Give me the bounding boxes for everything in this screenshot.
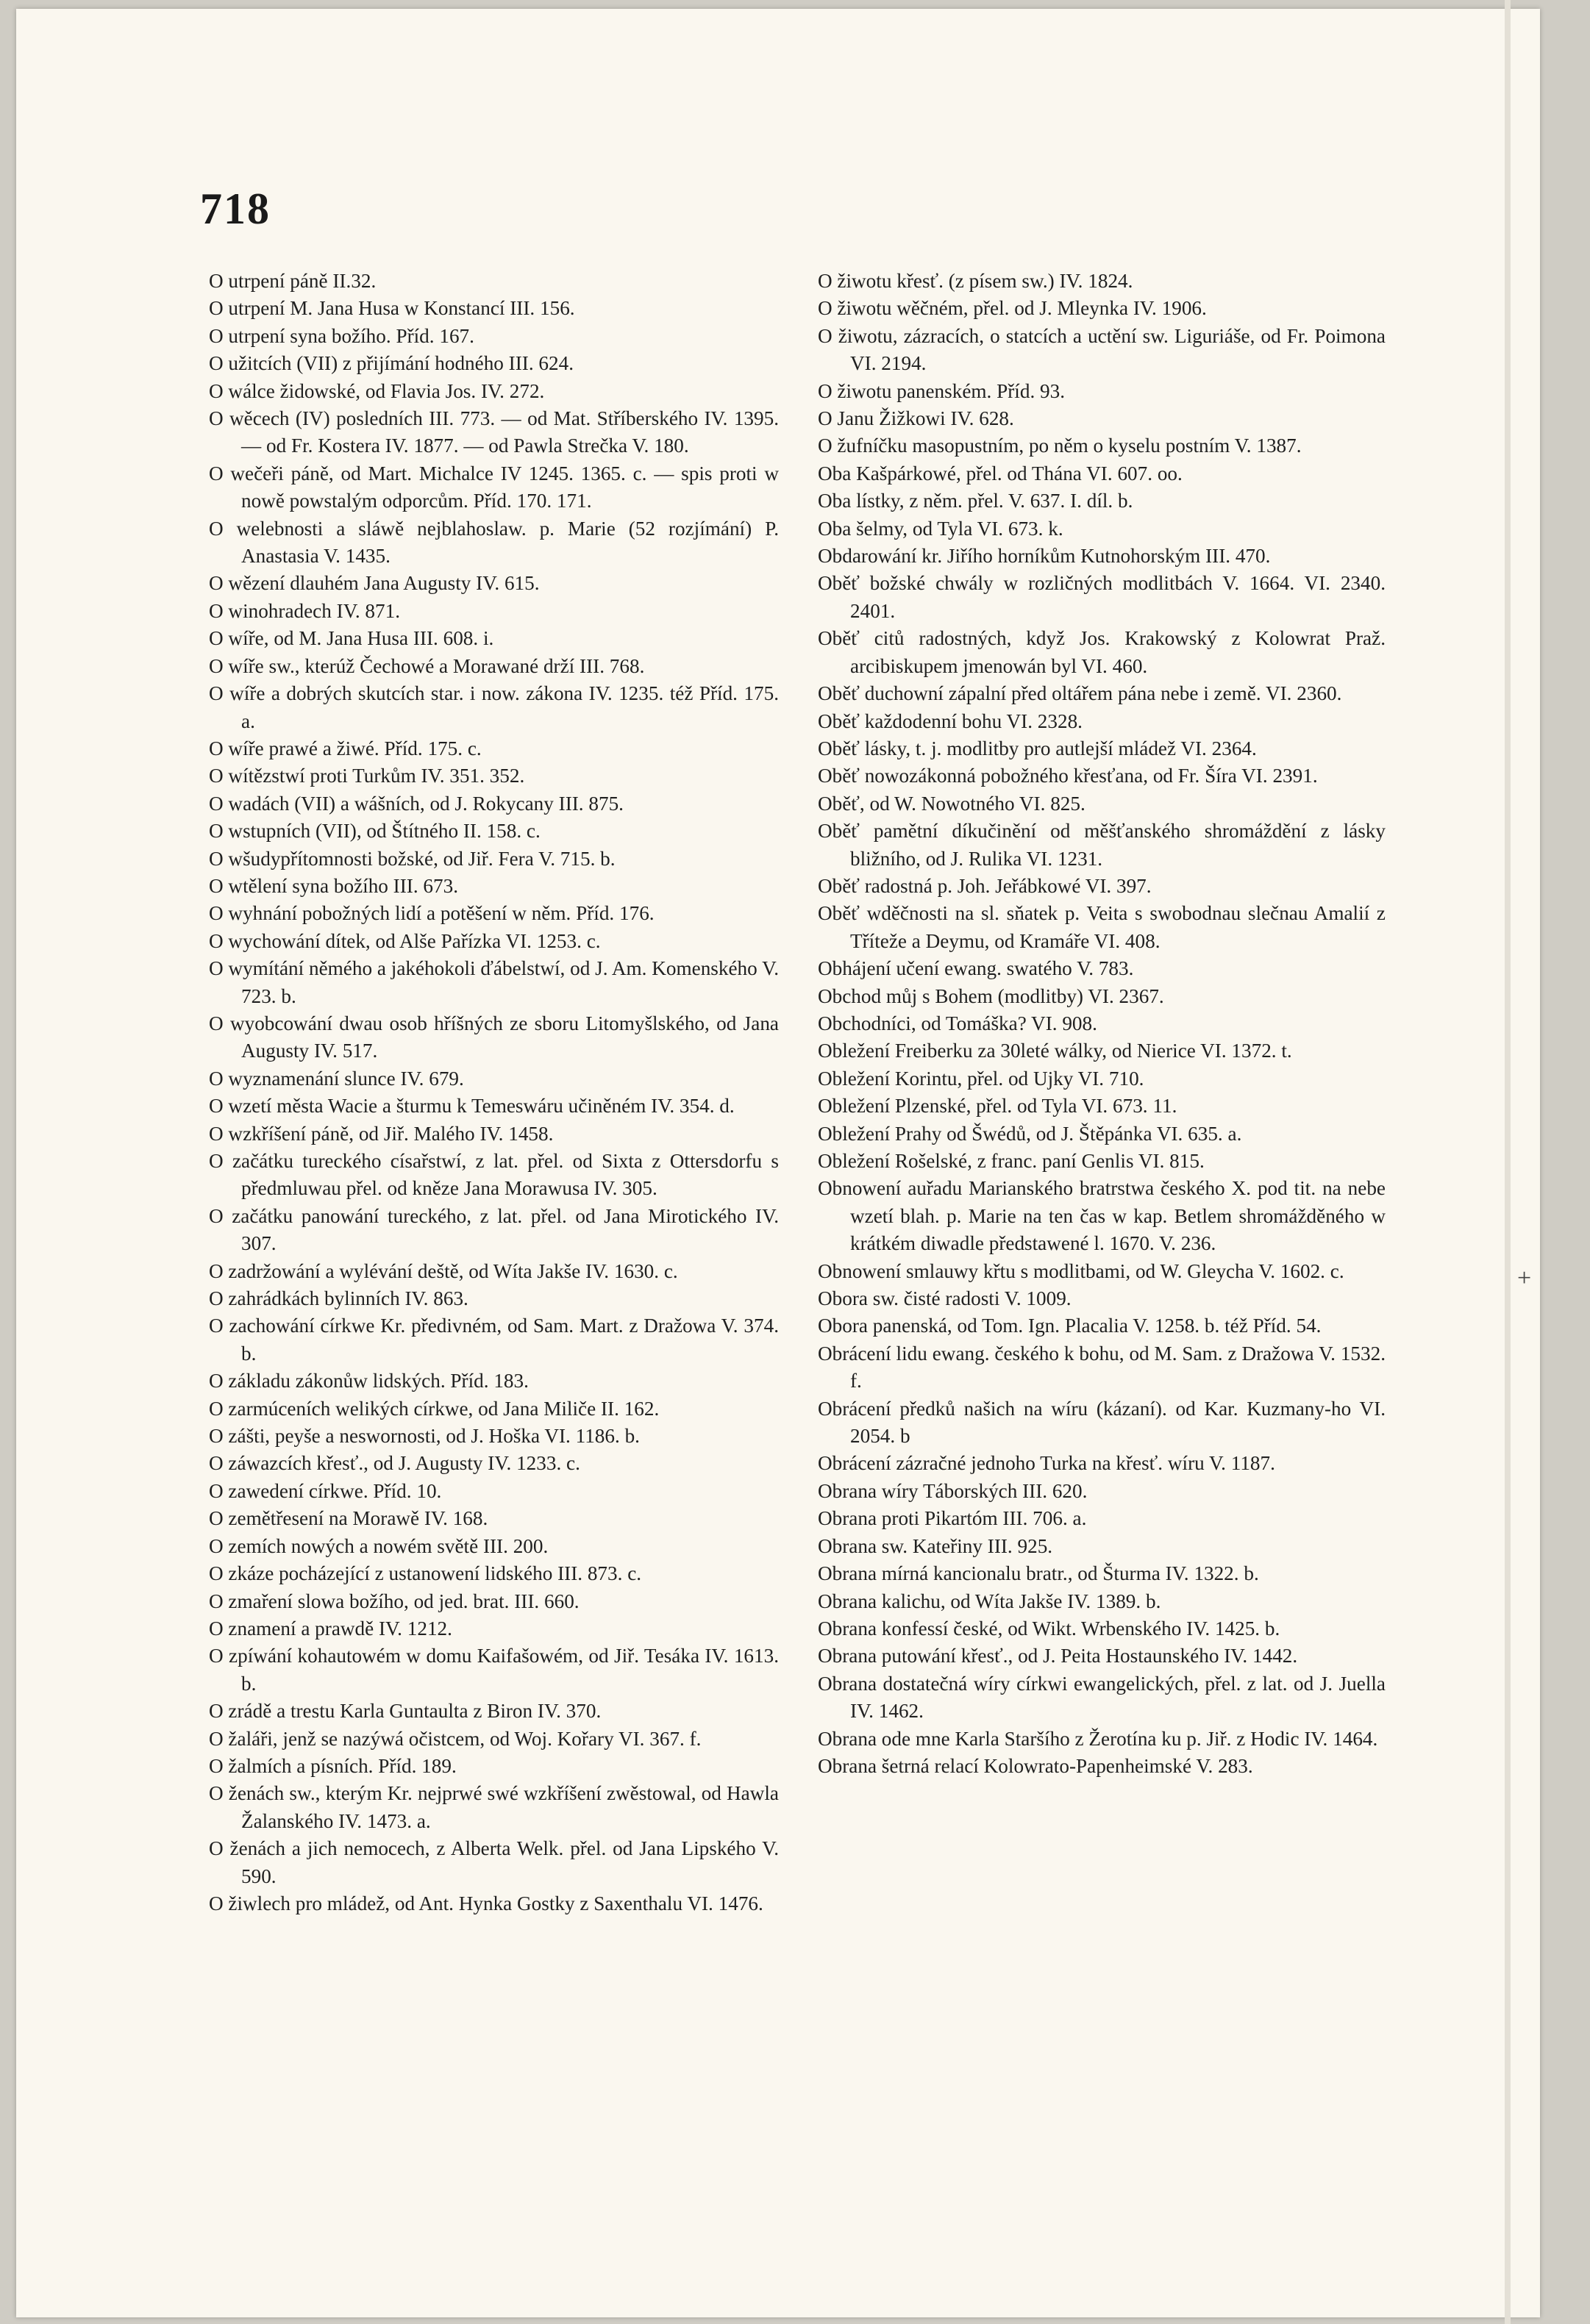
- index-entry: Obrana sw. Kateřiny III. 925.: [818, 1534, 1053, 1557]
- index-entry: O znamení a prawdě IV. 1212.: [209, 1617, 452, 1640]
- index-entry: O základu zákonůw lidských. Příd. 183.: [209, 1370, 529, 1392]
- index-entry: O zemětřesení na Morawě IV. 168.: [209, 1507, 488, 1530]
- index-entry: Oběť citů radostných, když Jos. Krakowský z Kolowrat Praž. arcibiskupem jmenowán byl VI. 460.: [818, 627, 1386, 677]
- index-entry: O wstupních (VII), od Štítného II. 158. c.: [209, 820, 541, 843]
- index-entry: Obora panenská, od Tom. Ign. Placalia V. 1258. b. též Příd. 54.: [818, 1315, 1322, 1337]
- index-entry: Oběť pamětní díkučinění od měšťanského shromáždění z lásky bližního, od J. Rulika VI. 1231.: [818, 820, 1386, 870]
- index-entry: Oba šelmy, od Tyla VI. 673. k.: [818, 517, 1063, 540]
- index-entry: O wíře prawé a žiwé. Příd. 175. c.: [209, 737, 482, 759]
- index-entry: Obdarowání kr. Jiřího horníkům Kutnohorským III. 470.: [818, 545, 1271, 568]
- index-entry: Obrana proti Pikartóm III. 706. a.: [818, 1507, 1087, 1530]
- index-entry: O welebnosti a sláwě nejblahoslaw. p. Marie (52 rozjímání) P. Anastasia V. 1435.: [209, 517, 779, 568]
- index-entry: O zahrádkách bylinních IV. 863.: [209, 1287, 468, 1310]
- index-entry: O wěcech (IV) posledních III. 773. — od Mat. Stříberského IV. 1395. — od Fr. Kostera IV. 1877. — od Pawla Strečka V. 180.: [209, 407, 779, 457]
- index-entry: O wzetí města Wacie a šturmu k Temeswáru učiněném IV. 354. d.: [209, 1095, 735, 1118]
- index-entry: O zemích nowých a nowém světě III. 200.: [209, 1534, 549, 1557]
- index-entry: Obležení Prahy od Šwédů, od J. Štěpánka VI. 635. a.: [818, 1122, 1242, 1145]
- index-entry: Obnowení smlauwy křtu s modlitbami, od W. Gleycha V. 1602. c.: [818, 1259, 1344, 1282]
- index-entry: O zpíwání kohautowém w domu Kaifašowém, od Jiř. Tesáka IV. 1613. b.: [209, 1645, 779, 1695]
- index-entry: O wyobcowání dwau osob hříšných ze sboru Litomyšlského, od Jana Augusty IV. 517.: [209, 1012, 779, 1062]
- book-page: [16, 9, 1540, 2317]
- index-entry: O wtělení syna božího III. 673.: [209, 874, 459, 897]
- index-entry: O zášti, peyše a neswornosti, od J. Hoška VI. 1186. b.: [209, 1425, 640, 1448]
- index-entry: O žaláři, jenž se nazýwá očistcem, od Woj. Kořary VI. 367. f.: [209, 1727, 702, 1750]
- index-entry: Obrana mírná kancionalu bratr., od Šturma IV. 1322. b.: [818, 1562, 1259, 1585]
- index-entry: O žiwotu wěčném, přel. od J. Mleynka IV. 1906.: [818, 297, 1207, 320]
- index-entry: Oběť wděčnosti na sl. sňatek p. Veita s swobodnau slečnau Amalií z Tříteže a Deymu, od Kramáře VI. 408.: [818, 902, 1386, 952]
- page-number: 718: [200, 185, 271, 233]
- index-entry: Obležení Plzenské, přel. od Tyla VI. 673. 11.: [818, 1095, 1177, 1118]
- index-entry: Oběť radostná p. Joh. Jeřábkowé VI. 397.: [818, 874, 1152, 897]
- index-entry: Obrana konfessí české, od Wikt. Wrbenského IV. 1425. b.: [818, 1617, 1280, 1640]
- index-entry: O utrpení páně II.32.: [209, 270, 377, 292]
- index-entry: O zadržowání a wylévání deště, od Wíta Jakše IV. 1630. c.: [209, 1259, 678, 1282]
- index-entry: Obležení Freiberku za 30leté wálky, od Nierice VI. 1372. t.: [818, 1040, 1292, 1062]
- index-entry: Obrácení předků našich na wíru (kázaní). od Kar. Kuzmany-ho VI. 2054. b: [818, 1397, 1386, 1448]
- index-entry: O wíře a dobrých skutcích star. i now. zákona IV. 1235. též Příd. 175. a.: [209, 682, 779, 732]
- index-entry: O záwazcích křesť., od J. Augusty IV. 1233. c.: [209, 1452, 580, 1475]
- index-entry: O zmaření slowa božího, od jed. brat. III. 660.: [209, 1590, 580, 1612]
- index-entry: O wečeři páně, od Mart. Michalce IV 1245. 1365. c. — spis proti w nowě powstalým odporcům. Příd. 170. 171.: [209, 462, 779, 512]
- edge-mark: +: [1517, 1265, 1532, 1292]
- index-entry: O utrpení syna božího. Příd. 167.: [209, 324, 474, 347]
- index-entry: Obrana wíry Táborských III. 620.: [818, 1479, 1088, 1502]
- index-entry: O wítězstwí proti Turkům IV. 351. 352.: [209, 765, 525, 787]
- index-entry: Obležení Rošelské, z franc. paní Genlis VI. 815.: [818, 1150, 1205, 1172]
- index-entry: O žiwotu, zázracích, o statcích a uctění sw. Liguriáše, od Fr. Poimona VI. 2194.: [818, 324, 1386, 375]
- index-entry: O Janu Žižkowi IV. 628.: [818, 407, 1014, 430]
- index-entry: Obrana šetrná relací Kolowrato-Papenheimské V. 283.: [818, 1754, 1253, 1777]
- index-entry: Obrana ode mne Karla Staršího z Žerotína ku p. Jiř. z Hodic IV. 1464.: [818, 1727, 1378, 1750]
- index-entry: O začátku tureckého císařstwí, z lat. přel. od Sixta z Ottersdorfu s předmluwau přel. od kněze Jana Morawusa IV. 305.: [209, 1150, 779, 1200]
- index-entry: O wíře, od M. Jana Husa III. 608. i.: [209, 627, 494, 650]
- index-entry: Obrácení zázračné jednoho Turka na křesť. wíru V. 1187.: [818, 1452, 1275, 1475]
- index-entry: O zawedení církwe. Příd. 10.: [209, 1479, 442, 1502]
- page-fold-shadow: [1505, 0, 1511, 2324]
- index-entry: Oběť božské chwály w rozličných modlitbách V. 1664. VI. 2340. 2401.: [818, 572, 1386, 622]
- index-entry: Obležení Korintu, přel. od Ujky VI. 710.: [818, 1067, 1144, 1090]
- index-entry: O wyhnání pobožných lidí a potěšení w něm. Příd. 176.: [209, 902, 655, 925]
- index-entry: O zrádě a trestu Karla Guntaulta z Biron IV. 370.: [209, 1700, 602, 1723]
- index-entry: Obrana kalichu, od Wíta Jakše IV. 1389. b.: [818, 1590, 1161, 1612]
- index-entry: O žiwotu panenském. Příd. 93.: [818, 379, 1066, 402]
- index-entry: O žufníčku masopustním, po něm o kyselu postním V. 1387.: [818, 435, 1302, 457]
- index-entry: O zkáze pocházející z ustanowení lidského III. 873. c.: [209, 1562, 642, 1585]
- index-entry: O ženách a jich nemocech, z Alberta Welk. přel. od Jana Lipského V. 590.: [209, 1837, 779, 1887]
- index-entry: Oba lístky, z něm. přel. V. 637. I. díl. b.: [818, 490, 1133, 512]
- index-entry: O žiwlech pro mládež, od Ant. Hynka Gostky z Saxenthalu VI. 1476.: [209, 1892, 763, 1914]
- index-entry: O žiwotu křesť. (z písem sw.) IV. 1824.: [818, 270, 1133, 292]
- index-entry: Obnowení auřadu Marianského bratrstwa českého X. pod tit. na nebe wzetí blah. p. Marie na ten čas w kap. Betlem shromážděného w krátkém diwadle předstawené l. 1670. V. 236.: [818, 1177, 1386, 1255]
- index-entry: Oba Kašpárkowé, přel. od Thána VI. 607. oo.: [818, 462, 1183, 485]
- index-entry: O wálce židowské, od Flavia Jos. IV. 272.: [209, 379, 545, 402]
- index-entry: Obchod můj s Bohem (modlitby) VI. 2367.: [818, 984, 1164, 1007]
- index-entry: Obrana dostatečná wíry církwi ewangelických, přel. z lat. od J. Juella IV. 1462.: [818, 1672, 1386, 1723]
- index-entry: Obora sw. čisté radosti V. 1009.: [818, 1287, 1072, 1310]
- index-entry: O wzkříšení páně, od Jiř. Malého IV. 1458.: [209, 1122, 554, 1145]
- left-column: [209, 268, 779, 1917]
- index-entry: O utrpení M. Jana Husa w Konstancí III. 156.: [209, 297, 575, 320]
- index-entry: O wychowání dítek, od Alše Pařízka VI. 1253. c.: [209, 929, 601, 952]
- index-entry: O wíře sw., kterúž Čechowé a Morawané drží III. 768.: [209, 654, 645, 677]
- index-entry: O žalmích a písních. Příd. 189.: [209, 1754, 457, 1777]
- index-entry: Obhájení učení ewang. swatého V. 783.: [818, 957, 1134, 980]
- index-entry: O wadách (VII) a wášních, od J. Rokycany III. 875.: [209, 792, 624, 815]
- index-entry: O wšudypřítomnosti božské, od Jiř. Fera V. 715. b.: [209, 847, 616, 870]
- index-entry: O užitcích (VII) z přijímání hodného III. 624.: [209, 352, 574, 375]
- index-entry: Oběť duchowní zápalní před oltářem pána nebe i země. VI. 2360.: [818, 682, 1342, 705]
- index-entry: O wymítání němého a jakéhokoli ďábelstwí, od J. Am. Komenského V. 723. b.: [209, 957, 779, 1007]
- index-entry: O wyznamenání slunce IV. 679.: [209, 1067, 464, 1090]
- index-entry: Obchodníci, od Tomáška? VI. 908.: [818, 1012, 1097, 1034]
- index-entry: Oběť každodenní bohu VI. 2328.: [818, 709, 1083, 732]
- index-entry: O winohradech IV. 871.: [209, 599, 400, 622]
- index-entry: O ženách sw., kterým Kr. nejprwé swé wzkříšení zwěstowal, od Hawla Žalanského IV. 1473. a.: [209, 1782, 779, 1832]
- index-entry: Oběť lásky, t. j. modlitby pro autlejší mládež VI. 2364.: [818, 737, 1257, 759]
- index-entry: Obrana putowání křesť., od J. Peita Hostaunského IV. 1442.: [818, 1645, 1298, 1667]
- index-entry: Oběť, od W. Nowotného VI. 825.: [818, 792, 1085, 815]
- index-entry: Obrácení lidu ewang. českého k bohu, od M. Sam. z Dražowa V. 1532. f.: [818, 1342, 1386, 1392]
- index-entry: O začátku panowání tureckého, z lat. přel. od Jana Mirotického IV. 307.: [209, 1204, 779, 1255]
- index-entry: O zarmúceních welikých církwe, od Jana Miliče II. 162.: [209, 1397, 660, 1420]
- index-entry: O wězení dlauhém Jana Augusty IV. 615.: [209, 572, 540, 595]
- index-entry: Oběť nowozákonná pobožného křesťana, od Fr. Šíra VI. 2391.: [818, 765, 1318, 787]
- index-entry: O zachowání církwe Kr. předivném, od Sam. Mart. z Dražowa V. 374. b.: [209, 1315, 779, 1365]
- right-column: [818, 268, 1386, 1780]
